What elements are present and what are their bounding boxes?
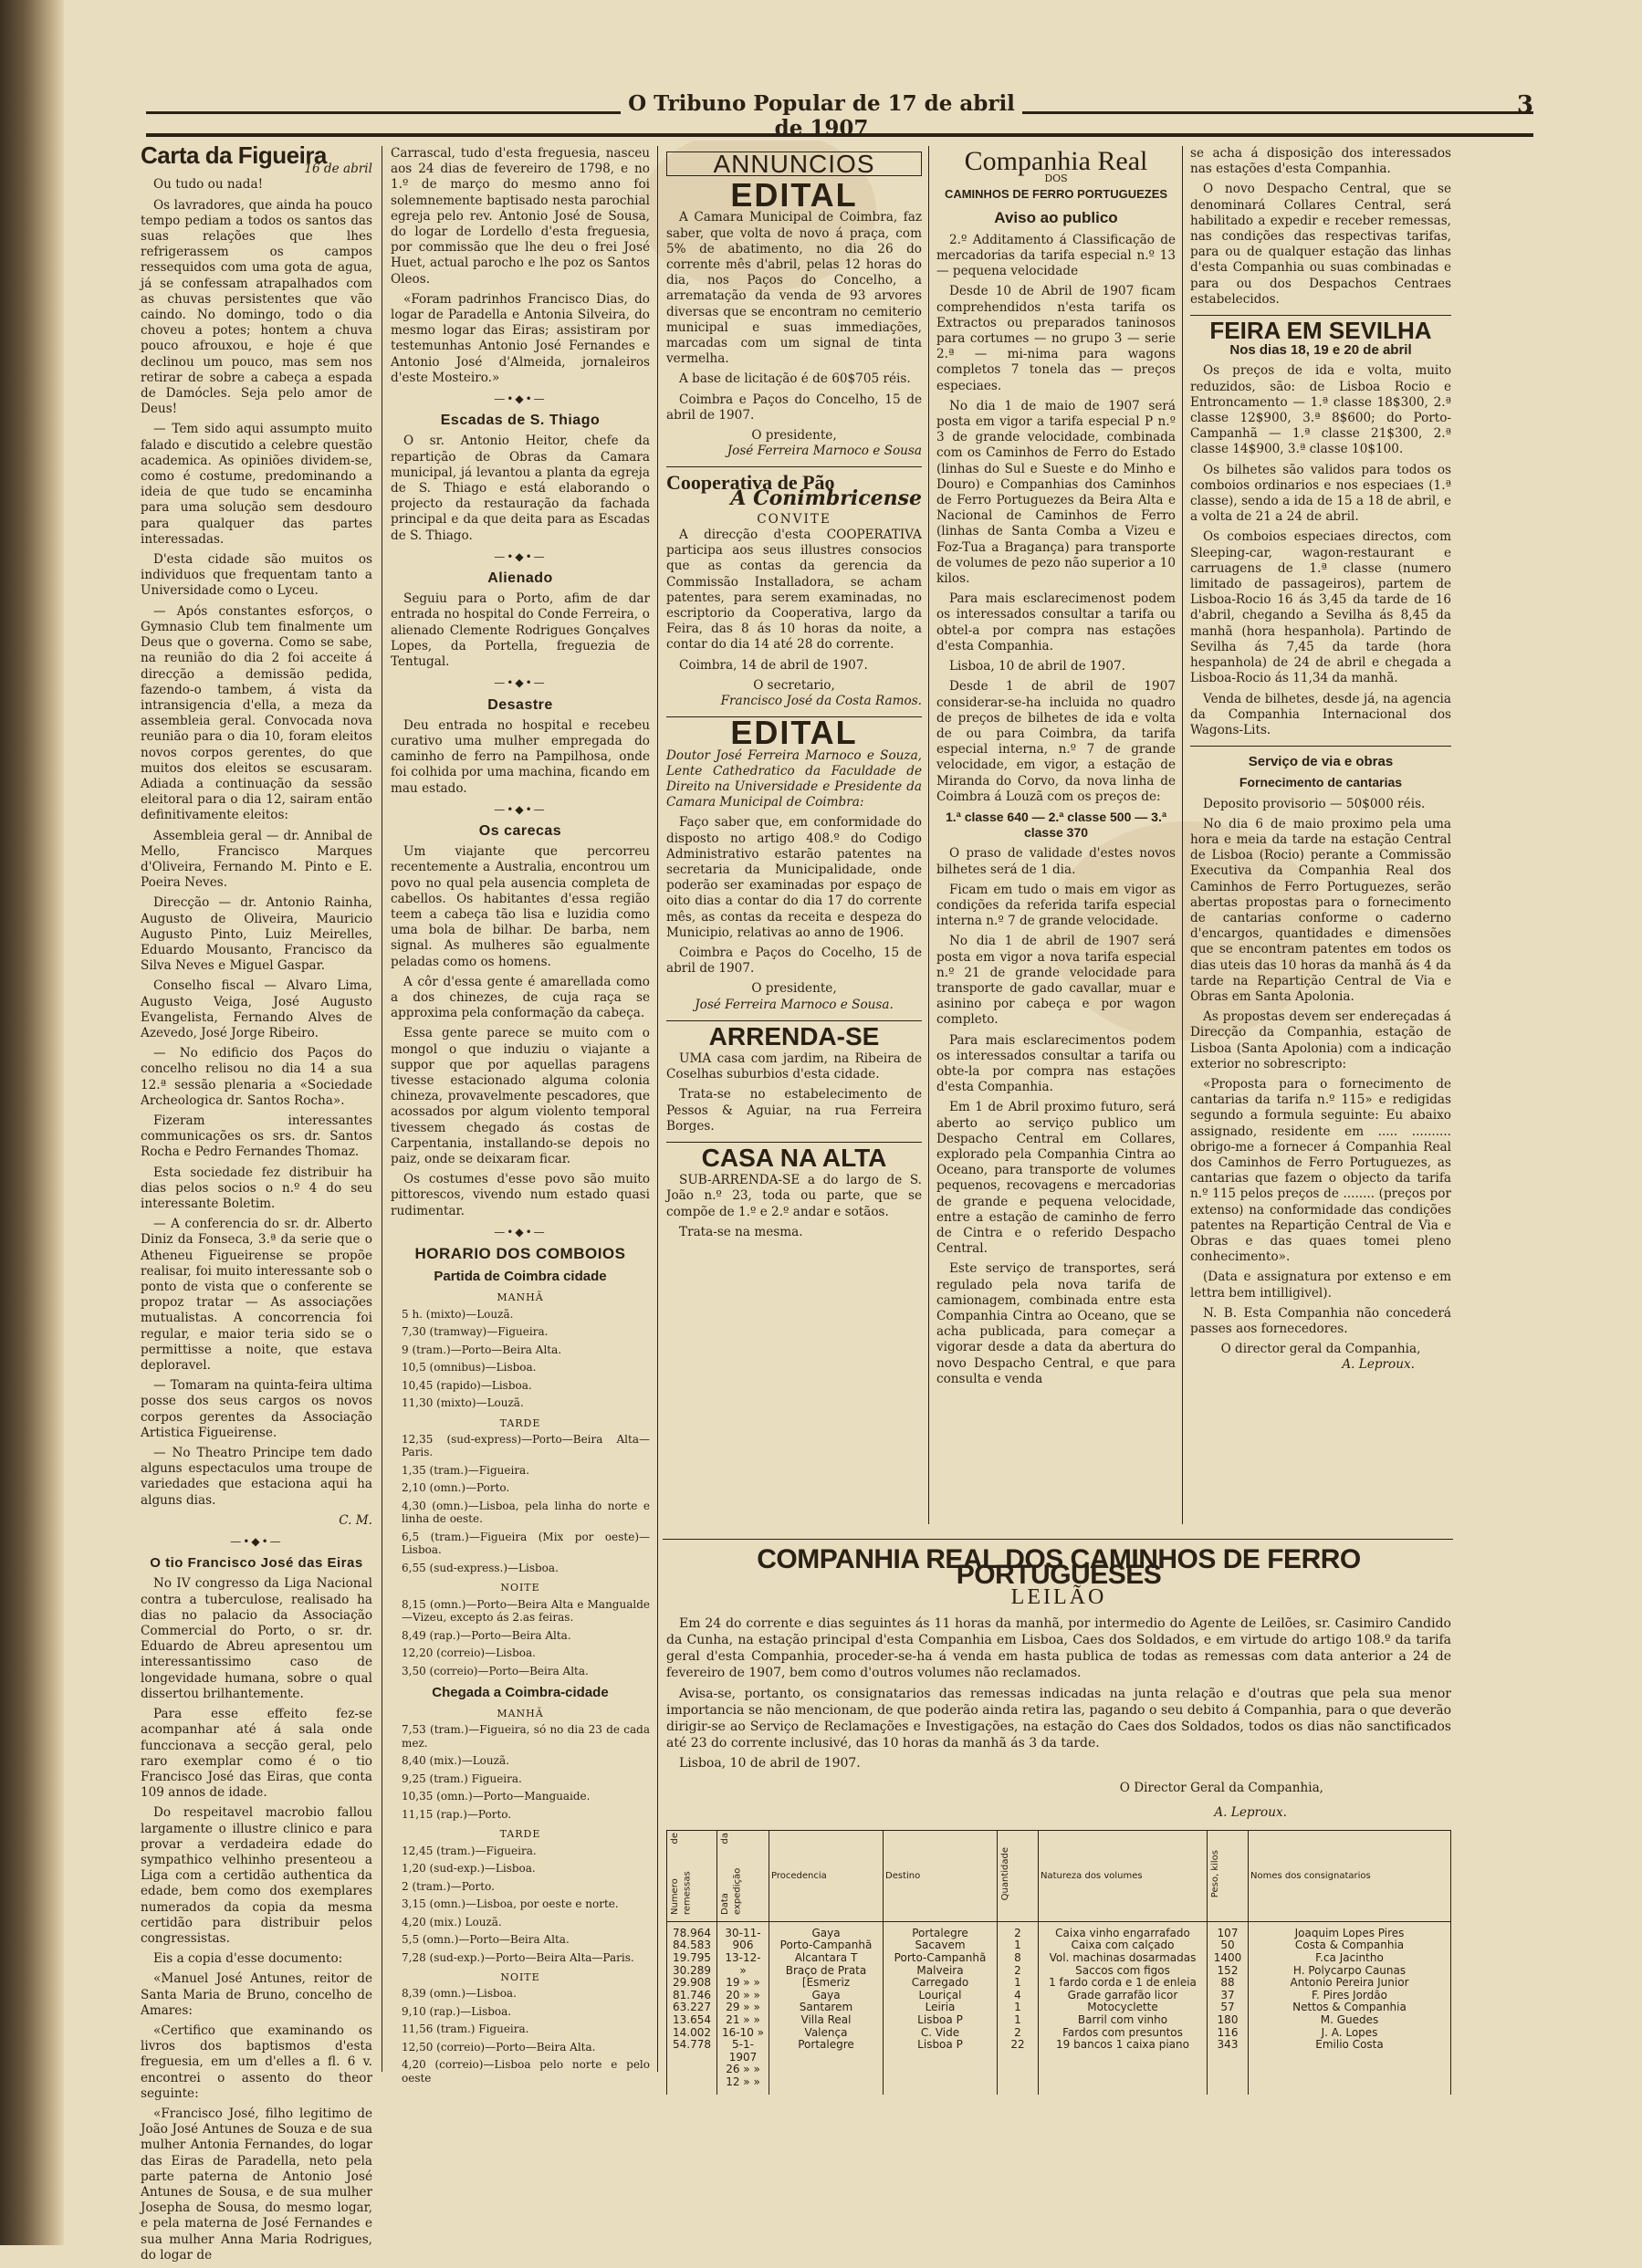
notice-text: Desde 10 de Abril de 1907 ficam comprehendidos n'esta tarifa os Extractos ou preparados taninosos para cortumes — no grupo 3 — serie 2.ª — mi-nima para wagons completos 7 tonela das — preços especiaes. — [936, 284, 1176, 393]
column-3-ads — [666, 146, 922, 1245]
timetable-entry: 7,53 (tram.)—Figueira, só no dia 23 de cada mez. — [402, 1723, 650, 1750]
notice-text: N. B. Esta Companhia não concederá passes aos fornecedores. — [1190, 1305, 1451, 1337]
section-divider: —•◆•— — [230, 1535, 283, 1549]
notice-text: Os preços de ida e volta, muito reduzidos, são: de Lisboa Rocio e Entroncamento — 1.ª classe 18$300, 2.ª classe 12$900, 3.ª 8$600; do Porto-Campanhã — 1.ª classe 21$300, 2.ª classe 14$900, 3.ª classe 10$100. — [1190, 363, 1451, 457]
notice-text: Deposito provisorio — 50$000 réis. — [1203, 796, 1426, 811]
notice-divider — [1190, 746, 1451, 747]
ad-text: Coimbra e Paços do Cocelho, 15 de abril de 1907. — [666, 945, 922, 977]
table-header: Quantidade — [998, 1831, 1039, 1922]
notice-text: Lisboa, 10 de abril de 1907. — [949, 659, 1125, 674]
timetable-entry: 7,28 (sud-exp.)—Porto—Beira Alta—Paris. — [402, 1950, 634, 1964]
notice-text: se acha á disposição dos interessados nas estações d'esta Companhia. — [1190, 146, 1451, 177]
notice-subheading: Nos dias 18, 19 e 20 de abril — [1229, 342, 1412, 359]
ad-signature: José Ferreira Marnoco e Sousa — [727, 444, 922, 459]
notice-text: No dia 1 de abril de 1907 será posta em vigor a nova tarifa especial n.º 21 de grande velocidade para transporte de gado cavallar, muar e asinino por cabeça e por wagon completo. — [936, 934, 1176, 1028]
notice-text: No dia 1 de maio de 1907 será posta em vigor a tarifa especial P n.º 3 de grande velocidade, combinada com os Caminhos de Ferro do Estado (linhas do Sul e Sueste e do Minho e Douro) e Companhias dos Caminhos de Ferro Portuguezes da Beira Alta e Nacional de Caminhos de Ferro (linhas de Santa Comba a Vizeu e Foz-Tua a Bragança) para transporte de volumes de pezo não superior a 10 kilos. — [936, 398, 1176, 587]
timetable-list — [391, 1723, 650, 1821]
ad-role: O secretario, — [753, 677, 835, 693]
book-spine — [0, 0, 64, 2245]
article-paragraph: Seguiu para o Porto, afim de dar entrada no hospital do Conde Ferreira, o alienado Clemente Rodrigues Gonçalves Lopes, da Portella, freguezia de Tentugal. — [391, 591, 650, 670]
table-cell: Portalegre Sacavem Porto-Campanhã Malveira Carregado Louriçal Leiria Lisboa P C. Vide Lisboa P — [884, 1921, 998, 2094]
ad-heading: A Conimbricense — [730, 486, 922, 510]
ad-subheading: CONVITE — [757, 511, 831, 527]
article-paragraph: D'esta cidade são muitos os individuos que frequentam tanto a Universidade como o Lyceu. — [141, 552, 372, 599]
ad-divider — [666, 1142, 922, 1143]
ad-divider — [666, 716, 922, 717]
timetable-entry: 11,30 (mixto)—Louzã. — [402, 1396, 524, 1410]
timeslot-label: MANHÃ — [497, 1708, 544, 1720]
ad-text: Coimbra, 14 de abril de 1907. — [679, 657, 868, 673]
timetable-list — [391, 1308, 650, 1410]
article-paragraph: — Tomaram na quinta-feira ultima posse dos seus cargos os novos corpos gerentes da Associação Artistica Figueirense. — [141, 1378, 372, 1440]
table-header: Destino — [884, 1831, 998, 1922]
column-5 — [1190, 146, 1451, 1374]
ads-heading: ANNUNCIOS — [666, 152, 922, 176]
notice-text: Este serviço de transportes, será regulado pela nova tarifa de camionagem, combinada entre esta Companhia Cintra ao Oceano, que se acha publicada, para começar a vigorar desde a data da abertura do novo Despacho Central, e que para consulta e venda — [936, 1261, 1176, 1386]
timetable-entry: 2,10 (omn.)—Porto. — [402, 1481, 510, 1495]
header-rule — [146, 133, 1533, 137]
auction-text: Avisa-se, portanto, os consignatarios das remessas indicadas na junta relação e d'outras que pela sua menor importancia se não mencionam, de que poderão ainda retira las, pagando o seu debito á Companhia, para o que deverão dirigir-se ao Serviço de Reclamações e Investigações, na estação do Caes dos Soldados, todos os dias não sanctificados até 23 do corrente inclusivé, das 10 horas da manhã ás 3 da tarde. — [666, 1686, 1451, 1751]
timetable-entry: 9,25 (tram.) Figueira. — [402, 1772, 522, 1785]
table-header: Numero de remessas — [667, 1831, 717, 1922]
timetable-entry: 6,55 (sud-express.)—Lisboa. — [402, 1561, 559, 1574]
column-4 — [936, 146, 1176, 1392]
article-paragraph: Eis a copia d'esse documento: — [153, 1951, 343, 1967]
notice-text: Os comboios especiaes directos, com Sleeping-car, wagon-restaurant e carruagens de 1.ª classe (numero limitado de passageiros), partem de Lisboa-Rocio 16 ás 3,45 da tarde de 16 d'abril, chegando a Sevilha ás 8,45 da manhã (hora hespanhola). Partindo de Sevilha ás 7,45 da tarde (hora hespanhola) de 24 de abril e chegada a Lisboa-Rocio ás 11,34 da manhã. — [1190, 529, 1451, 686]
timeslot-label: TARDE — [499, 1828, 541, 1841]
timeslot-label: MANHÃ — [497, 1291, 544, 1304]
notice-role: O director geral da Companhia, — [1220, 1342, 1421, 1357]
timetable-entry: 10,35 (omn.)—Porto—Manguaide. — [402, 1790, 591, 1803]
ad-divider — [666, 1020, 922, 1021]
article-paragraph: — Tem sido aqui assumpto muito falado e discutido a celebre questão academica. As opiniões dividem-se, como é costume, predominando a ideia de que tudo se encaminha para uma solução sem desdouro para qualquer das partes interessadas. — [141, 422, 372, 547]
article-paragraph: Ou tudo ou nada! — [153, 177, 264, 193]
ad-text: UMA casa com jardim, na Ribeira de Coselhas suburbios d'esta cidade. — [666, 1050, 922, 1082]
article-paragraph: O sr. Antonio Heitor, chefe da repartição de Obras da Camara municipal, já levantou a planta da egreja de S. Thiago e está elaborando o projecto da restauração da fachada principal e da que deita para as Escadas de S. Thiago. — [391, 434, 650, 543]
article-paragraph: Do respeitavel macrobio fallou largamente o illustre clinico e para provar a verdadeira edade do sympathico velhinho presenteou a Liga com a certidão authentica da edade, bem como dos exemplares numerados da copia da mesma certidão para distribuir pelos congressistas. — [141, 1805, 372, 1946]
article-paragraph: «Francisco José, filho legitimo de João José Antunes de Souza e de sua mulher Antonia Fernandes, do logar das Eiras de Paradella, neto pela parte paterna de Antonio José Antunes de Sousa, e de sua mulher Josepha de Sousa, do mesmo logar, e pela materna de José Fernandes e sua mulher Anna Maria Rodrigues, do logar de — [141, 2106, 372, 2263]
section-divider: —•◆•— — [494, 1225, 547, 1239]
table-header: Procedencia — [769, 1831, 884, 1922]
table-row — [667, 1921, 1451, 2094]
article-paragraph: — Após constantes esforços, o Gymnasio Club tem finalmente um Deus que o governa. Como se sabe, na reunião do dia 2 foi acceite á direcção a demissão pedida, fazendo-o tambem, á vista da intransigencia d'ella, a meza da assembleia geral. Convocada nova reunião para o dia 10, foram eleitos novos corpos gerentes, do que muitos dos eleitos se escusaram. Adiada a continuação da sessão eleitoral para o dia 12, sairam então definitivamente eleitos: — [141, 603, 372, 823]
ad-text: Trata-se na mesma. — [679, 1224, 803, 1239]
timetable-entry: 4,30 (omn.)—Lisboa, pela linha do norte e linha de oeste. — [402, 1499, 650, 1526]
notice-prices: 1.ª classe 640 — 2.ª classe 500 — 3.ª classe 370 — [945, 809, 1167, 841]
timetable-entry: 1,20 (sud-exp.)—Lisboa. — [402, 1862, 536, 1876]
notice-text: Para mais esclarecimenost podem os interessados consultar a tarifa ou obtel-a por compra nas estações d'esta Companhia. — [936, 591, 1176, 653]
ad-text: A Camara Municipal de Coimbra, faz saber, que volta de novo á praça, com 5% de abatimento, no dia 26 do corrente mês d'abril, pelas 12 horas do dia, nos Paços do Concelho, a arrematação da venda de 93 arvores diversas que se encontram no cemiterio municipal e suas immediações, marcadas com um signal de tinta vermelha. — [666, 210, 922, 367]
timetable-entry: 1,35 (tram.)—Figueira. — [402, 1463, 530, 1477]
article-paragraph: «Manuel José Antunes, reitor de Santa Maria de Bruno, concelho de Amares: — [141, 1971, 372, 2018]
article-paragraph: Para esse effeito fez-se acompanhar até á sala onde funccionava a secção geral, pelo raro exemplar como é o tio Francisco José das Eiras, que conta 109 annos de idade. — [141, 1707, 372, 1801]
notice-subheading: Serviço de via e obras — [1248, 754, 1394, 770]
notice-text: As propostas devem ser endereçadas á Direcção da Companhia, estação de Lisboa (Santa Apolonia) com a indicação exterior no sobrescripto: — [1190, 1009, 1451, 1071]
article-paragraph: No IV congresso da Liga Nacional contra a tuberculose, realisado ha dias no palacio da Associação Commercial do Porto, o sr. dr. Eduardo de Abreu apresentou um interessantissimo caso de longevidade humana, sobre o qual dissertou brilhantemente. — [141, 1576, 372, 1701]
ad-divider — [666, 466, 922, 467]
notice-heading: DOS — [1044, 172, 1068, 185]
timetable-entry: 11,56 (tram.) Figueira. — [402, 2022, 529, 2036]
notice-text: Venda de bilhetes, desde já, na agencia da Companhia Internacional dos Wagons-Lits. — [1190, 691, 1451, 737]
notice-subheading: Fornecimento de cantarias — [1239, 775, 1403, 790]
notice-text: Desde 1 de abril de 1907 considerar-se-ha incluida no quadro de preços de bilhetes de ida e volta de ou para Coimbra, da tarifa especial interna, n.º 7 de grande velocidade, em vigor, a estação de Miranda do Corvo, da nova linha de Coimbra á Louzã com os preços de: — [936, 679, 1176, 804]
ad-text: Coimbra e Paços do Concelho, 15 de abril de 1907. — [666, 392, 922, 423]
table-header: Data da expedição — [717, 1831, 769, 1922]
timetable-entry: 10,5 (omnibus)—Lisboa. — [402, 1361, 537, 1374]
table-cell: Gaya Porto-Campanhã Alcantara T Braço de Prata [Esmeriz Gaya Santarem Villa Real Valença Portalegre — [769, 1921, 884, 2094]
notice-text: Os bilhetes são validos para todos os comboios ordinarios e nos especiaes (1.ª classe), sendo a ida de 15 a 18 de abril, e a volta de 21 a 24 de abril. — [1190, 462, 1451, 525]
table-header: Peso, kilos — [1208, 1831, 1249, 1922]
page-number: 3 — [1516, 91, 1533, 119]
ad-text: Faço saber que, em conformidade do disposto no artigo 408.º do Codigo Administrativo estarão patentes na secretaria da Municipalidade, onde poderão ser examinadas por espaço de oito dias a contar do dia 17 do corrente mês, as contas da receita e despeza do Municipio, relativas ao anno de 1906. — [666, 815, 922, 940]
article-paragraph: — No edificio dos Paços do concelho relisou no dia 14 a sua 12.ª sessão plenaria a «Sociedade Archeologica dr. Santos Rocha». — [141, 1046, 372, 1108]
article-heading: Escadas de S. Thiago — [440, 413, 601, 429]
timetable-entry: 5,5 (omn.)—Porto—Beira Alta. — [402, 1933, 570, 1947]
notice-divider — [1190, 315, 1451, 316]
ad-signature: José Ferreira Marnoco e Sousa. — [695, 997, 894, 1012]
article-paragraph: Essa gente parece se muito com o mongol o que induziu o viajante a suppor que por aquellas paragens tivesse estacionado alguma colonia chineza, provavelmente pescadores, que acossados por algum violento temporal tivessem chegado ás costas de Carpentania, installando-se depois no paiz, onde se deixaram ficar. — [391, 1026, 650, 1166]
timetable-list — [391, 1433, 650, 1575]
notice-text: 2.º Additamento á Classificação de mercadorias da tarifa especial n.º 13 — pequena velocidade — [936, 232, 1176, 279]
ad-signature: Francisco José da Costa Ramos. — [720, 694, 922, 709]
table-cell: 2 1 8 2 1 4 1 1 2 22 — [998, 1921, 1039, 2094]
article-paragraph: Esta sociedade fez distribuir ha dias pelos socios o n.º 4 do seu interessante Boletim. — [141, 1165, 372, 1211]
article-heading: Desastre — [487, 696, 553, 713]
section-divider: —•◆•— — [494, 392, 547, 406]
header-title: O Tribuno Popular de 17 de abril de 1907 — [621, 91, 1022, 141]
ad-heading: ARRENDA-SE — [708, 1021, 880, 1050]
timetable-list — [391, 1987, 650, 2085]
timetable-entry: 9,10 (rap.)—Lisboa. — [402, 2004, 512, 2018]
article-paragraph: Conselho fiscal — Alvaro Lima, Augusto Veiga, José Augusto Evangelista, Fernando Alves de Azevedo, José Jorge Ribeiro. — [141, 978, 372, 1040]
timetable-entry: 11,15 (rap.)—Porto. — [402, 1807, 512, 1821]
timetable-entry: 8,15 (omn.)—Porto—Beira Alta e Mangualde—Vizeu, excepto ás 2.as feiras. — [402, 1597, 650, 1625]
notice-subheading: Aviso ao publico — [994, 208, 1118, 226]
article-paragraph: «Certifico que examinando os livros dos baptismos d'esta freguesia, em um d'elles a fl. 6 v. encontrei o assento do theor seguinte: — [141, 2022, 372, 2101]
table-cell: 78.964 84.583 19.795 30.289 29.908 81.746 63.227 13.654 14.002 54.778 — [667, 1921, 717, 2094]
article-paragraph: Deu entrada no hospital e recebeu curativo uma mulher empregada do caminho de ferro na Pampilhosa, onde foi colhida por uma machina, ficando em mau estado. — [391, 717, 650, 796]
ad-text: A base de licitação é de 60$705 réis. — [679, 371, 911, 387]
ad-heading: CASA NA ALTA — [701, 1143, 887, 1172]
timetable-entry: 8,39 (omn.)—Lisboa. — [402, 1987, 517, 2001]
table-cell: Joaquim Lopes Pires Costa & Companhia F.ca Jacintho H. Polycarpo Caunas Antonio Pereira Junior F. Pires Jordão Nettos & Companhia M. Guedes J. A. Lopes Emilio Costa — [1249, 1921, 1451, 2094]
column-rule — [657, 146, 658, 2072]
column-rule — [928, 146, 929, 1524]
timeslot-label: TARDE — [499, 1416, 541, 1429]
section-divider: —•◆•— — [494, 549, 547, 563]
article-paragraph: Um viajante que percorreu recentemente a Australia, encontrou um povo no qual pela ausencia completa de cabellos. Os habitantes d'essa região teem a cabeça tão lisa e luzidia como uma bola de bilhar. De barba, nem signal. As mulheres são egualmente peladas como os homens. — [391, 844, 650, 969]
ad-heading: EDITAL — [730, 176, 858, 214]
auction-subheading: LEILÃO — [1010, 1585, 1107, 1610]
article-paragraph: Direcção — dr. Antonio Rainha, Augusto de Oliveira, Mauricio Augusto Pinto, Luiz Meirelles, Eduardo Mousanto, Francisco da Silva Neves e Miguel Gaspar. — [141, 895, 372, 974]
timetable-entry: 5 h. (mixto)—Louzã. — [402, 1307, 514, 1321]
table-cell: Caixa vinho engarrafado Caixa com calçado Vol. machinas dosarmadas Saccos com figos 1 fardo corda e 1 de enleia Grade garrafão licor Motocyclette Barril com vinho Fardos com presuntos 19 bancos 1 caixa piano — [1039, 1921, 1208, 2094]
article-heading: Os carecas — [478, 822, 562, 839]
article-signature: C. M. — [339, 1512, 372, 1528]
article-heading: Alienado — [487, 570, 553, 587]
timetable-list — [391, 1845, 650, 1965]
column-rule — [1182, 146, 1183, 1524]
ad-text: SUB-ARRENDA-SE a do largo de S. João n.º 23, toda ou parte, que se compõe de 1.º e 2.º andar e sotãos. — [666, 1173, 922, 1219]
auction-text: Em 24 do corrente e dias seguintes ás 11 horas da manhã, por intermedio do Agente de Leilões, sr. Casimiro Candido da Cunha, na estação principal d'esta Companhia em Lisboa, Caes dos Soldados, e em virtude do artigo 108.º da tarifa geral d'esta Companhia, proceder-se-ha á venda em hasta publica de todas as remessas com data anterior a 24 de fevereiro de 1907, bem como d'outros volumes não reclamados. — [666, 1615, 1451, 1680]
ad-text: Trata-se no estabelecimento de Pessos & Aguiar, na rua Ferreira Borges. — [666, 1087, 922, 1134]
table-header: Nomes dos consignatarios — [1249, 1831, 1451, 1922]
table-cell: 107 50 1400 152 88 37 57 180 116 343 — [1208, 1921, 1249, 2094]
article-paragraph: Carrascal, tudo d'esta freguesia, nasceu aos 24 dias de fevereiro de 1798, e no 1.º de março do mesmo anno foi solemnemente baptisado nesta parochial egreja pelo rev. Antonio José de Sousa, do logar de Lordello d'esta freguesia, por commissão que lhe deu o frei José Huet, actual parocho e lhe poz os Santos Oleos. — [391, 146, 650, 287]
notice-heading: FEIRA EM SEVILHA — [1209, 317, 1432, 345]
table-header: Natureza dos volumes — [1039, 1831, 1208, 1922]
article-paragraph: Os costumes d'esse povo são muito pittorescos, vivendo num estado quasi rudimentar. — [391, 1172, 650, 1218]
auction-text: Lisboa, 10 de abril de 1907. — [679, 1755, 861, 1771]
block-rule — [663, 1539, 1453, 1540]
notice-signature: A. Leproux. — [1342, 1357, 1415, 1373]
timetable-entry: 7,30 (tramway)—Figueira. — [402, 1325, 549, 1339]
timetable-entry: 4,20 (mix.) Louzã. — [402, 1915, 502, 1928]
ad-heading: Cooperativa de Pão — [666, 471, 835, 495]
timeslot-label: NOITE — [500, 1582, 540, 1594]
notice-text: O praso de validade d'estes novos bilhetes será de 1 dia. — [936, 846, 1176, 877]
timetable-list — [391, 1598, 650, 1678]
ad-text: A direcção d'esta COOPERATIVA participa aos seus illustres consocios que as contas da gerencia da Commissão Installadora, se acham patentes, para serem examinadas, no escriptorio da Cooperativa, largo da Feira, das 8 ás 10 horas da noite, a contar do dia 14 até 28 do corrente. — [666, 528, 922, 653]
notice-text: «Proposta para o fornecimento de cantarias da tarifa n.º 115» e redigidas segundo a formula seguinte: Eu abaixo assignado, residente em ..... .......... obrigo-me a fornecer á Companhia Real dos Caminhos de Ferro Portuguezes, as cantarias que fazem o objecto da tarifa n.º 115 pelos preços de ........ (preços por extenso) na conformidade das condições patentes na Repartição Central de Via e Obras e das quaes tomei pleno conhecimento». — [1190, 1076, 1451, 1265]
article-paragraph: A côr d'essa gente é amarellada como a dos chinezes, de cuja raça se approxima pela conformação da cabeça. — [391, 974, 650, 1021]
notice-text: (Data e assignatura por extenso e em lettra bem intilligivel). — [1190, 1270, 1451, 1301]
timetable-entry: 3,15 (omn.)—Lisboa, por oeste e norte. — [402, 1897, 619, 1911]
ad-role: O presidente, — [751, 981, 837, 997]
notice-text: Em 1 de Abril proximo futuro, será aberto ao serviço publico um Despacho Central em Collares, explorado pela Companhia Cintra ao Oceano, para transporte de volumes pequenos, recovagens e mercadorias de grande e pequena velocidade, entre a estação de caminho de ferro de Cintra e o referido Despacho Central. — [936, 1100, 1176, 1257]
article-dateline: 16 de abril — [304, 162, 372, 177]
timetable-entry: 9 (tram.)—Porto—Beira Alta. — [402, 1343, 562, 1356]
timetable-entry: 12,35 (sud-express)—Porto—Beira Alta—Paris. — [402, 1432, 650, 1459]
ad-role: O presidente, — [751, 428, 837, 444]
column-1 — [141, 141, 372, 2268]
table-cell: 30-11-906 13-12- » 19 » » 20 » » 29 » » 21 » » 16-10 » 5-1-1907 26 » » 12 » » — [717, 1921, 769, 2094]
article-heading: Carta da Figueira — [141, 141, 327, 169]
timetable-entry: 3,50 (correio)—Porto—Beira Alta. — [402, 1664, 589, 1677]
timeslot-label: NOITE — [500, 1971, 540, 1984]
timetable-subheading: Chegada a Coimbra-cidade — [432, 1685, 609, 1701]
timetable-subheading: Partida de Coimbra cidade — [434, 1269, 607, 1285]
timetable-heading: HORARIO DOS COMBOIOS — [414, 1245, 626, 1262]
notice-text: Ficam em tudo o mais em vigor as condições da referida tarifa especial interna n.º 7 de grande velocidade. — [936, 882, 1176, 929]
column-2 — [391, 146, 650, 2089]
notice-text: No dia 6 de maio proximo pela uma hora e meia da tarde na estação Central de Lisboa (Rocio) perante a Commissão Executiva da Companhia Real dos Caminhos de Ferro Portuguezes, serão abertas propostas para o fornecimento de cantarias conforme o caderno d'encargos, quantidades e dimensões que se encontram patentes em todos os dias uteis das 10 horas da manhã ás 4 da tarde na Repartição Central de Via e Obras em Santa Apolonia. — [1190, 816, 1451, 1004]
auction-notice — [666, 1544, 1451, 2095]
article-paragraph: Os lavradores, que ainda ha pouco tempo pediam a todos os santos das suas relações que lhes refrigerassem os campos ressequidos com uma gota de agua, já se confessam atrapalhados com as chuvas persistentes que vão caindo. No domingo, todo o dia choveu a potes; hontem a chuva pouco afrouxou, e hoje é que declinou um pouco, mas sem nos retirar de sobre a cabeça a espada de Damócles. Seja pelo amor de Deus! — [141, 197, 372, 417]
timetable-entry: 12,45 (tram.)—Figueira. — [402, 1844, 537, 1857]
page-header — [146, 82, 1533, 141]
timetable-entry: 4,20 (correio)—Lisboa pelo norte e pelo oeste — [402, 2058, 650, 2085]
section-divider: —•◆•— — [494, 802, 547, 816]
ad-text: Doutor José Ferreira Marnoco e Souza, Lente Cathedratico da Faculdade de Direito na Universidade e Presidente da Camara Municipal de Coimbra: — [666, 747, 922, 810]
notice-heading: Companhia Real — [964, 146, 1148, 176]
auction-signature: A. Leproux. — [1214, 1805, 1287, 1821]
notice-text: O novo Despacho Central, que se denominará Collares Central, será habilitado a expedir e receber remessas, nas condições das respectivas tarifas, para ou de qualquer estação das linhas d'esta Companhia ou suas combinadas e para ou dos Despachos Centraes estabelecidos. — [1190, 182, 1451, 307]
auction-table — [666, 1830, 1451, 2094]
notice-heading: CAMINHOS DE FERRO PORTUGUEZES — [944, 187, 1168, 202]
ad-heading: EDITAL — [730, 714, 858, 752]
section-divider: —•◆•— — [494, 676, 547, 690]
timetable-entry: 10,45 (rapido)—Lisboa. — [402, 1378, 532, 1392]
article-paragraph: — No Theatro Principe tem dado alguns espectaculos uma troupe de variedades que estaciona aqui ha alguns dias. — [141, 1446, 372, 1508]
article-paragraph: Fizeram interessantes communicações os srs. dr. Santos Rocha e Pedro Fernandes Thomaz. — [141, 1113, 372, 1160]
timetable-entry: 12,50 (correio)—Porto—Beira Alta. — [402, 2040, 596, 2054]
article-paragraph: — A conferencia do sr. dr. Alberto Diniz da Fonseca, 3.ª da serie que o Atheneu Figueirense se propõe realisar, foi muito interessante sob o ponto de vista que o conferente se propoz tratar — As associações mutualistas. A concorrencia foi regular, e maior teria sido se o permittisse a noite, que estava deploravel. — [141, 1217, 372, 1374]
article-paragraph: «Foram padrinhos Francisco Dias, do logar de Paradella e Antonia Silveira, do mesmo logar das Eiras; assistiram por testemunhas Antonio José Fernandes e Antonio José d'Almeida, jornaleiros d'este Mosteiro.» — [391, 291, 650, 385]
timetable-entry: 8,49 (rap.)—Porto—Beira Alta. — [402, 1628, 571, 1642]
article-heading: O tio Francisco José das Eiras — [150, 1555, 363, 1572]
timetable-entry: 6,5 (tram.)—Figueira (Mix por oeste)—Lisboa. — [402, 1530, 650, 1557]
timetable-entry: 12,20 (correio)—Lisboa. — [402, 1646, 536, 1660]
article-paragraph: Assembleia geral — dr. Annibal de Mello, Francisco Marques d'Oliveira, Fernando M. Pinto e E. Poeira Neves. — [141, 828, 372, 891]
timetable-entry: 8,40 (mix.)—Louzã. — [402, 1754, 509, 1768]
auction-role: O Director Geral da Companhia, — [1119, 1780, 1323, 1795]
timetable-entry: 2 (tram.)—Porto. — [402, 1879, 495, 1893]
notice-text: Para mais esclarecimentos podem os interessados consultar a tarifa ou obte-la por compra nas estações d'esta Companhia. — [936, 1032, 1176, 1095]
newspaper-page — [64, 0, 1642, 2263]
auction-heading: COMPANHIA REAL DOS CAMINHOS DE FERRO PORTUGUESES — [757, 1544, 1361, 1591]
